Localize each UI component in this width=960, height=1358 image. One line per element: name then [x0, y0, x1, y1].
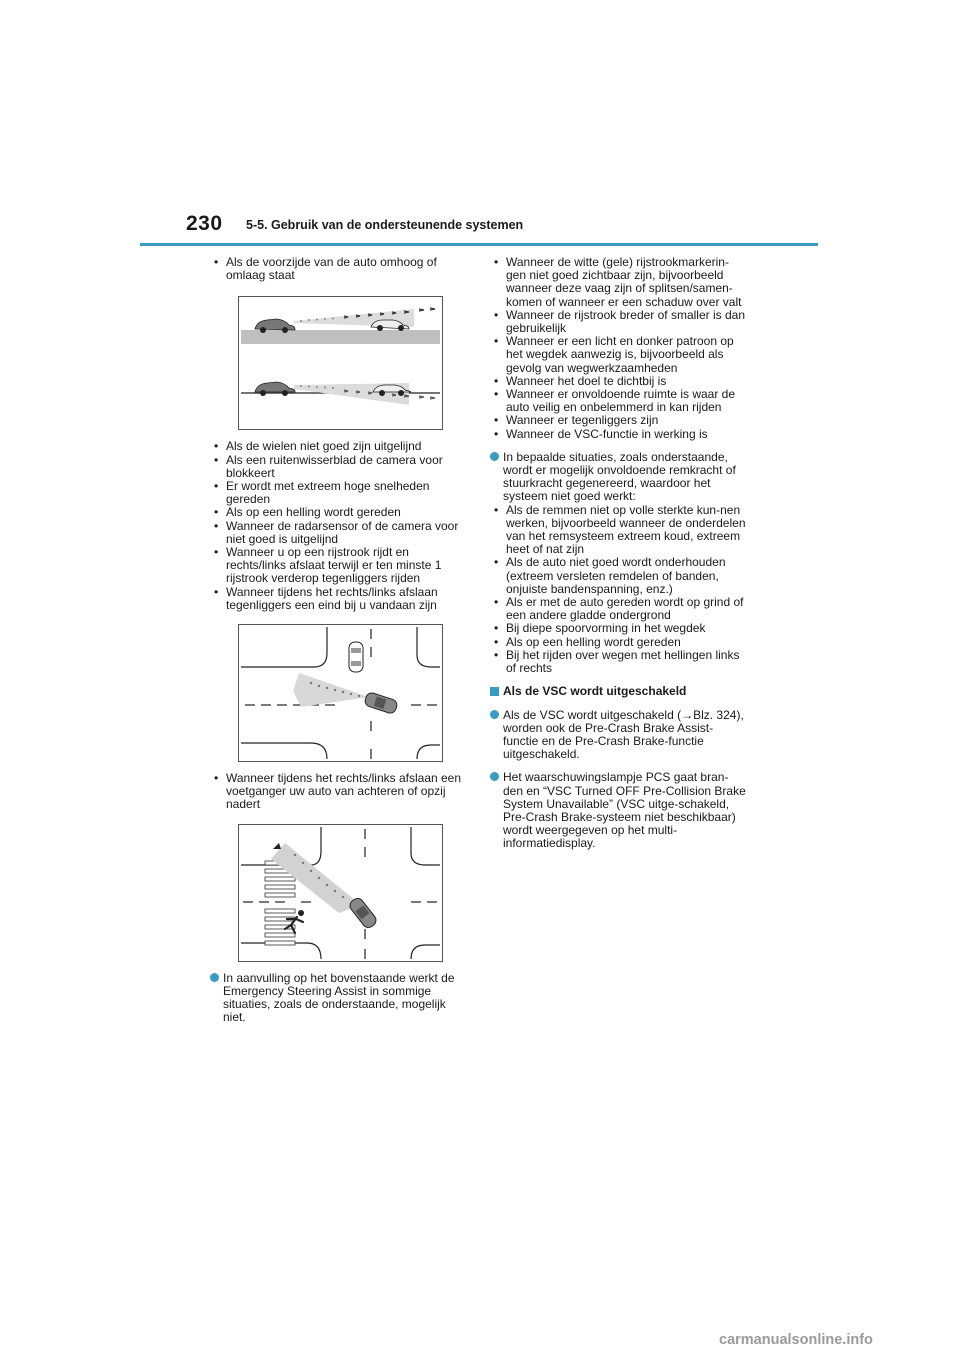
page-number: 230 — [186, 212, 223, 235]
list-item: • Wanneer het doel te dichtbij is — [490, 375, 748, 388]
list-item: • Wanneer er onvoldoende ruimte is waar de auto veilig en onbelemmerd in kan rijden — [490, 388, 748, 414]
bullet-list — [210, 772, 468, 812]
circle-bullet-icon — [210, 973, 219, 982]
list-item: • Als de auto niet goed wordt onderhouden (extreem versleten remdelen of banden, onjuiste bandenspanning, enz.) — [490, 556, 748, 596]
left-column — [210, 256, 468, 1024]
list-item: • Als er met de auto gereden wordt op grind of een andere gladde ondergrond — [490, 596, 748, 622]
right-column — [490, 256, 748, 851]
list-item: • Als op een helling wordt gereden — [210, 506, 468, 519]
list-item: • Wanneer er een licht en donker patroon op het wegdek aanwezig is, bijvoorbeeld als gevolg van wegwerkzaamheden — [490, 335, 748, 375]
list-item: • Als de remmen niet op volle sterkte kun-nen werken, bijvoorbeeld wanneer de onderdelen van het remsysteem extreem koud, extreem heet of nat zijn — [490, 504, 748, 557]
circle-bullet-icon — [490, 452, 499, 461]
illustration-oncoming-vehicle — [238, 624, 443, 762]
list-item: • Als de voorzijde van de auto omhoog of omlaag staat — [210, 256, 468, 282]
list-item: • Wanneer de radarsensor of de camera voor niet goed is uitgelijnd — [210, 520, 468, 546]
paragraph-text: Het waarschuwingslampje PCS gaat bran-den en “VSC Turned OFF Pre-Collision Brake System Unavailable” (VSC uitge-schakeld, Pre-Crash Brake-systeem niet beschikbaar) wordt weergegeven op het multi-informatiedisplay. — [503, 770, 746, 851]
list-item: • Wanneer tijdens het rechts/links afslaan tegenliggers een eind bij u vandaan zijn — [210, 586, 468, 612]
circle-bullet-icon — [490, 772, 499, 781]
list-item: • Wanneer u op een rijstrook rijdt en rechts/links afslaat terwijl er ten minste 1 rijstrook verderop tegenliggers rijden — [210, 546, 468, 586]
list-item: • Er wordt met extreem hoge snelheden gereden — [210, 480, 468, 506]
circle-bullet-icon — [490, 710, 499, 719]
list-item: • Wanneer er tegenliggers zijn — [490, 414, 748, 427]
square-bullet-icon — [490, 687, 499, 696]
watermark: carmanualsonline.info — [719, 1332, 873, 1348]
subsection-heading — [490, 685, 748, 698]
note-paragraph — [490, 709, 748, 762]
bullet-list — [210, 256, 468, 282]
bullet-list — [490, 504, 748, 676]
heading-text: Als de VSC wordt uitgeschakeld — [503, 684, 687, 699]
list-item: • Wanneer de witte (gele) rijstrookmarkerin-gen niet goed zichtbaar zijn, bijvoorbeeld wanneer deze vaag zijn of splitsen/samen-komen of wanneer er een schaduw over valt — [490, 256, 748, 309]
note-paragraph — [210, 972, 468, 1025]
list-item: • Als een ruitenwisserblad de camera voor blokkeert — [210, 454, 468, 480]
paragraph-text: Als de VSC wordt uitgeschakeld (→Blz. 324), worden ook de Pre-Crash Brake Assist-functie en de Pre-Crash Brake-functie uitgeschakeld. — [503, 707, 744, 762]
illustration-pitched-vehicle — [238, 296, 443, 430]
list-item: • Als de wielen niet goed zijn uitgelijnd — [210, 440, 468, 453]
list-item: • Wanneer de rijstrook breder of smaller is dan gebruikelijk — [490, 309, 748, 335]
note-paragraph — [490, 451, 748, 504]
list-item: • Als op een helling wordt gereden — [490, 636, 748, 649]
list-item: • Bij diepe spoorvorming in het wegdek — [490, 622, 748, 635]
list-item: • Bij het rijden over wegen met hellingen links of rechts — [490, 649, 748, 675]
paragraph-text: In bepaalde situaties, zoals onderstaande, wordt er mogelijk onvoldoende remkracht of stuurkracht gegenereerd, waardoor het systeem niet goed werkt: — [503, 449, 736, 504]
illustration-pedestrian-crossing — [238, 824, 443, 962]
header-rule — [140, 243, 818, 246]
note-paragraph — [490, 771, 748, 850]
section-title: 5-5. Gebruik van de ondersteunende systemen — [246, 218, 524, 232]
bullet-list — [210, 440, 468, 612]
list-item: • Wanneer tijdens het rechts/links afslaan een voetganger uw auto van achteren of opzij nadert — [210, 772, 468, 812]
paragraph-text: In aanvulling op het bovenstaande werkt de Emergency Steering Assist in sommige situaties, zoals de onderstaande, mogelijk niet. — [223, 970, 455, 1025]
list-item: • Wanneer de VSC-functie in werking is — [490, 428, 748, 441]
bullet-list — [490, 256, 748, 441]
